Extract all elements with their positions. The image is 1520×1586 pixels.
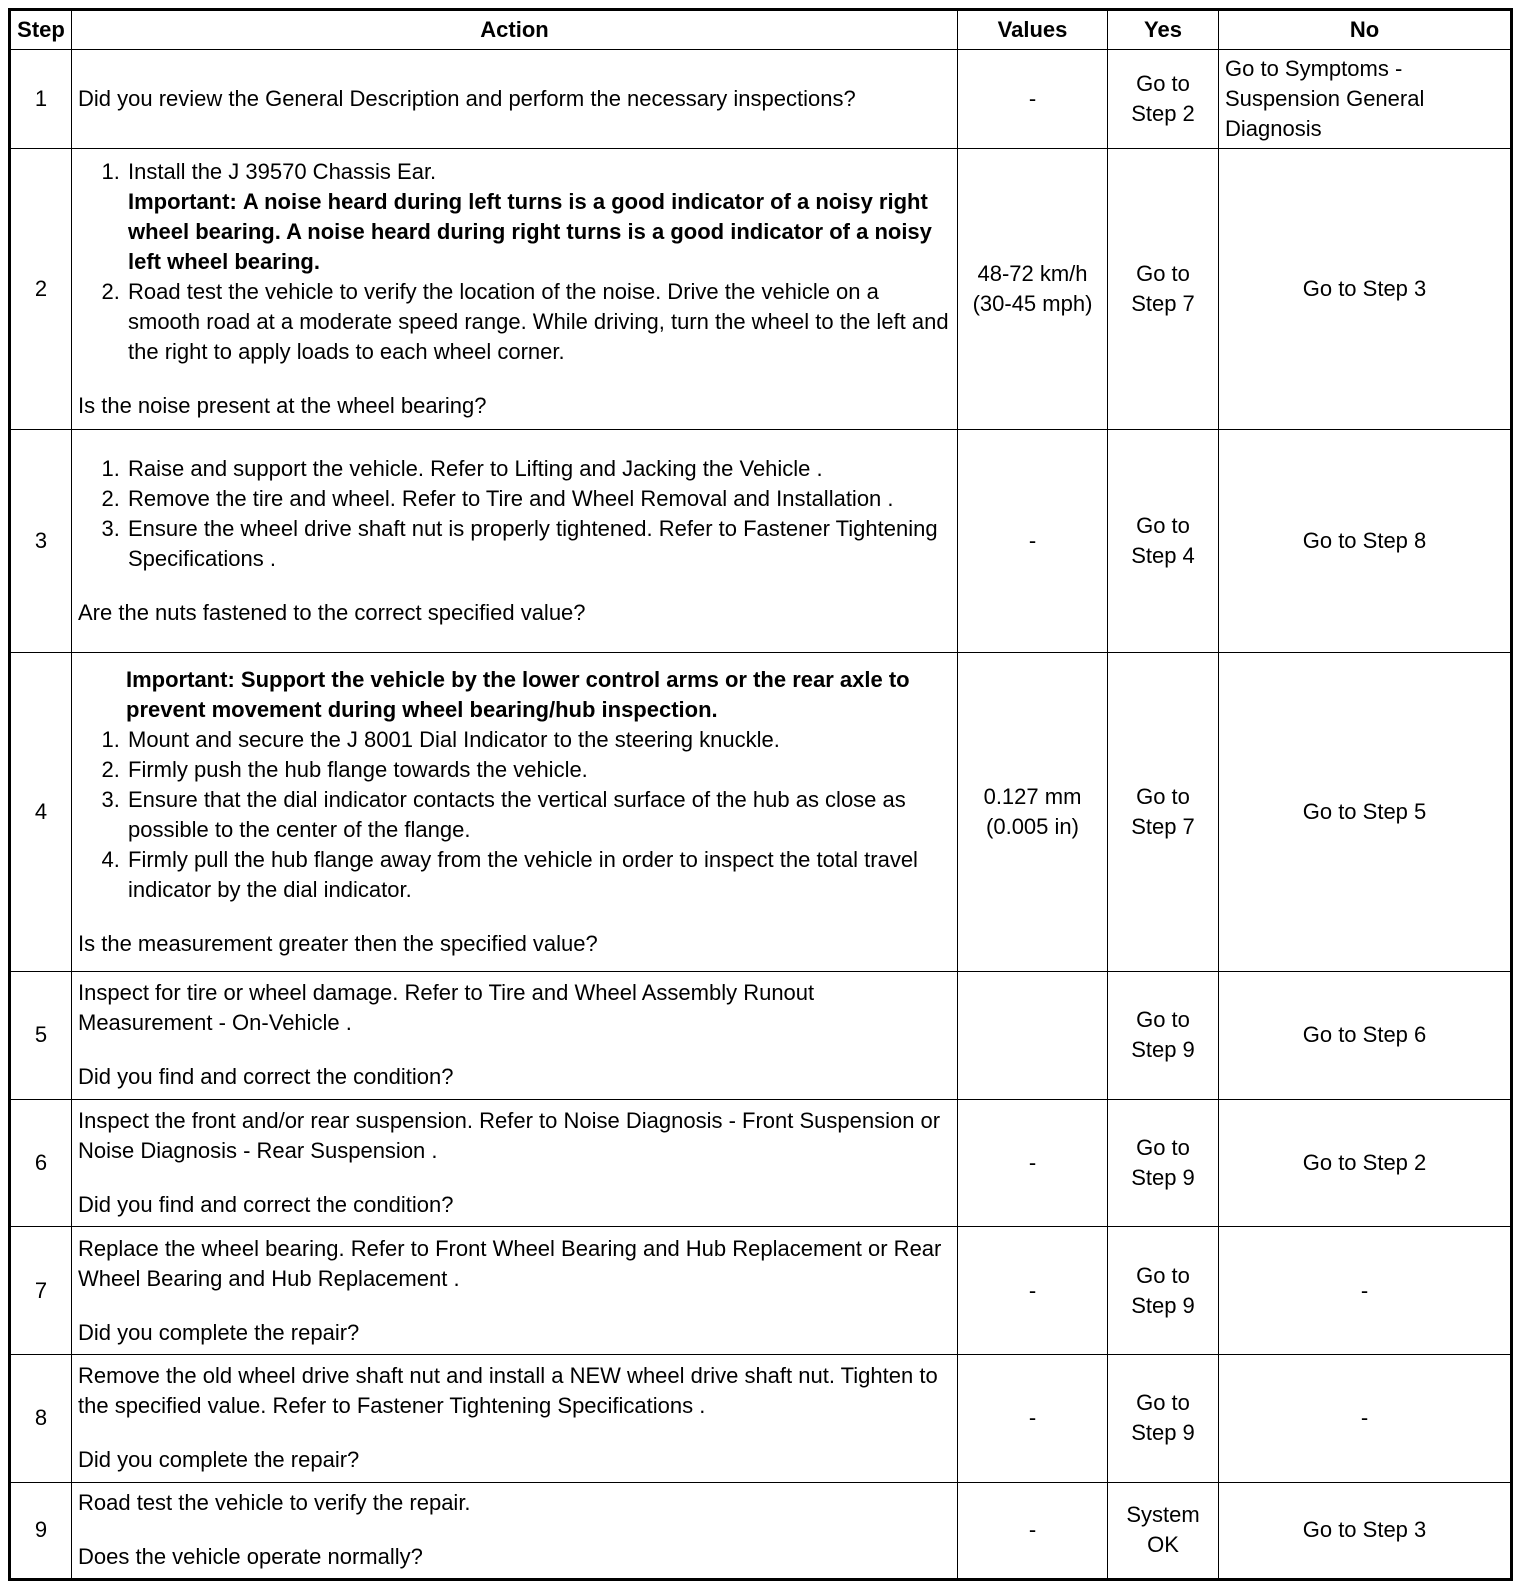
- action-item: [126, 157, 951, 277]
- value-line: (30-45 mph): [972, 291, 1093, 317]
- header-row: [10, 10, 1512, 50]
- question-text: Did you find and correct the condition?: [78, 1192, 454, 1218]
- action-list: [78, 725, 951, 905]
- action-cell: [72, 972, 958, 1100]
- action-item: 3. Ensure that the dial indicator contacts the vertical surface of the hub as close as possible to the center of the flange.: [126, 785, 951, 845]
- no-cell: Go to Step 3: [1219, 149, 1512, 430]
- no-cell: Go to Step 6: [1219, 972, 1512, 1100]
- action-cell: [72, 149, 958, 430]
- action-item: 3. Ensure the wheel drive shaft nut is properly tightened. Refer to Fastener Tightening Specifications .: [126, 514, 951, 574]
- action-item: 1. Raise and support the vehicle. Refer to Lifting and Jacking the Vehicle .: [126, 454, 951, 484]
- no-cell: -: [1219, 1227, 1512, 1355]
- step-number: 2: [10, 149, 72, 430]
- action-text: Inspect for tire or wheel damage. Refer to Tire and Wheel Assembly Runout Measurement - On-Vehicle .: [78, 980, 815, 1036]
- important-label: Important:: [128, 189, 237, 215]
- action-cell: [72, 1355, 958, 1483]
- action-item: 2. Firmly push the hub flange towards the vehicle.: [126, 755, 951, 785]
- step-number: 3: [10, 429, 72, 652]
- table-row: [10, 1482, 1512, 1579]
- question-text: Does the vehicle operate normally?: [78, 1544, 423, 1570]
- no-cell: Go to Step 3: [1219, 1482, 1512, 1579]
- step-number: 5: [10, 972, 72, 1100]
- important-text: Support the vehicle by the lower control arms or the rear axle to prevent movement during wheel bearing/hub inspection.: [126, 666, 910, 722]
- yes-cell: Go to Step 9: [1108, 972, 1219, 1100]
- step-number: 6: [10, 1099, 72, 1227]
- action-cell: [72, 429, 958, 652]
- yes-cell: Go to Step 7: [1108, 652, 1219, 971]
- question-text: Are the nuts fastened to the correct specified value?: [78, 599, 586, 625]
- table-row: [10, 652, 1512, 971]
- header-yes: Yes: [1108, 10, 1219, 50]
- yes-cell: Go to Step 9: [1108, 1099, 1219, 1227]
- action-cell: Did you review the General Description and perform the necessary inspections?: [72, 50, 958, 149]
- question-text: Is the noise present at the wheel bearing?: [78, 393, 487, 419]
- value-cell: -: [958, 429, 1108, 652]
- action-item: 4. Firmly pull the hub flange away from the vehicle in order to inspect the total travel indicator by the dial indicator.: [126, 845, 951, 905]
- table-row: [10, 429, 1512, 652]
- diagnostic-table: [8, 8, 1513, 1581]
- important-note: [78, 665, 951, 725]
- table-row: [10, 50, 1512, 149]
- yes-cell: System OK: [1108, 1482, 1219, 1579]
- action-item: 1. Mount and secure the J 8001 Dial Indicator to the steering knuckle.: [126, 725, 951, 755]
- action-text: Remove the old wheel drive shaft nut and install a NEW wheel drive shaft nut. Tighten to the specified value. Refer to Fastener Tightening Specifications .: [78, 1363, 938, 1419]
- action-item: 2. Road test the vehicle to verify the location of the noise. Drive the vehicle on a smooth road at a moderate speed range. While driving, turn the wheel to the left and the right to apply loads to each wheel corner.: [126, 277, 951, 367]
- yes-cell: Go to Step 9: [1108, 1227, 1219, 1355]
- yes-cell: Go to Step 4: [1108, 429, 1219, 652]
- action-list: [78, 157, 951, 367]
- value-line: 48-72 km/h: [977, 261, 1088, 287]
- no-cell: Go to Step 8: [1219, 429, 1512, 652]
- action-cell: [72, 652, 958, 971]
- header-step: Step: [10, 10, 72, 50]
- yes-cell: Go to Step 9: [1108, 1355, 1219, 1483]
- action-text: Inspect the front and/or rear suspension. Refer to Noise Diagnosis - Front Suspension or Noise Diagnosis - Rear Suspension .: [78, 1108, 941, 1164]
- action-cell: [72, 1482, 958, 1579]
- step-number: 8: [10, 1355, 72, 1483]
- table-row: [10, 972, 1512, 1100]
- question-text: Did you complete the repair?: [78, 1447, 360, 1473]
- important-label: Important:: [126, 666, 235, 692]
- value-line: (0.005 in): [986, 813, 1079, 839]
- header-values: Values: [958, 10, 1108, 50]
- value-line: 0.127 mm: [983, 783, 1082, 809]
- important-text: A noise heard during left turns is a good indicator of a noisy right wheel bearing. A noise heard during right turns is a good indicator of a noisy left wheel bearing.: [128, 189, 932, 275]
- action-cell: [72, 1227, 958, 1355]
- no-cell: Go to Step 2: [1219, 1099, 1512, 1227]
- question-text: Is the measurement greater then the specified value?: [78, 930, 598, 956]
- table-row: [10, 149, 1512, 430]
- header-action: Action: [72, 10, 958, 50]
- value-cell: [958, 972, 1108, 1100]
- step-number: 9: [10, 1482, 72, 1579]
- yes-cell: Go to Step 7: [1108, 149, 1219, 430]
- action-cell: [72, 1099, 958, 1227]
- no-cell: -: [1219, 1355, 1512, 1483]
- action-text: Replace the wheel bearing. Refer to Front Wheel Bearing and Hub Replacement or Rear Wheel Bearing and Hub Replacement .: [78, 1235, 942, 1291]
- value-cell: -: [958, 50, 1108, 149]
- value-cell: -: [958, 1227, 1108, 1355]
- value-cell: [958, 149, 1108, 430]
- step-number: 7: [10, 1227, 72, 1355]
- question-text: Did you find and correct the condition?: [78, 1064, 454, 1090]
- no-cell: Go to Symptoms - Suspension General Diagnosis: [1219, 50, 1512, 149]
- action-item: 2. Remove the tire and wheel. Refer to Tire and Wheel Removal and Installation .: [126, 484, 951, 514]
- no-cell: Go to Step 5: [1219, 652, 1512, 971]
- value-cell: [958, 652, 1108, 971]
- table-row: [10, 1355, 1512, 1483]
- table-row: [10, 1227, 1512, 1355]
- action-item-text: Install the J 39570 Chassis Ear.: [128, 159, 437, 185]
- value-cell: -: [958, 1355, 1108, 1483]
- action-list: [78, 454, 951, 574]
- step-number: 1: [10, 50, 72, 149]
- step-number: 4: [10, 652, 72, 971]
- value-cell: -: [958, 1482, 1108, 1579]
- value-cell: -: [958, 1099, 1108, 1227]
- question-text: Did you complete the repair?: [78, 1319, 360, 1345]
- yes-cell: Go to Step 2: [1108, 50, 1219, 149]
- action-text: Road test the vehicle to verify the repair.: [78, 1490, 471, 1516]
- table-row: [10, 1099, 1512, 1227]
- header-no: No: [1219, 10, 1512, 50]
